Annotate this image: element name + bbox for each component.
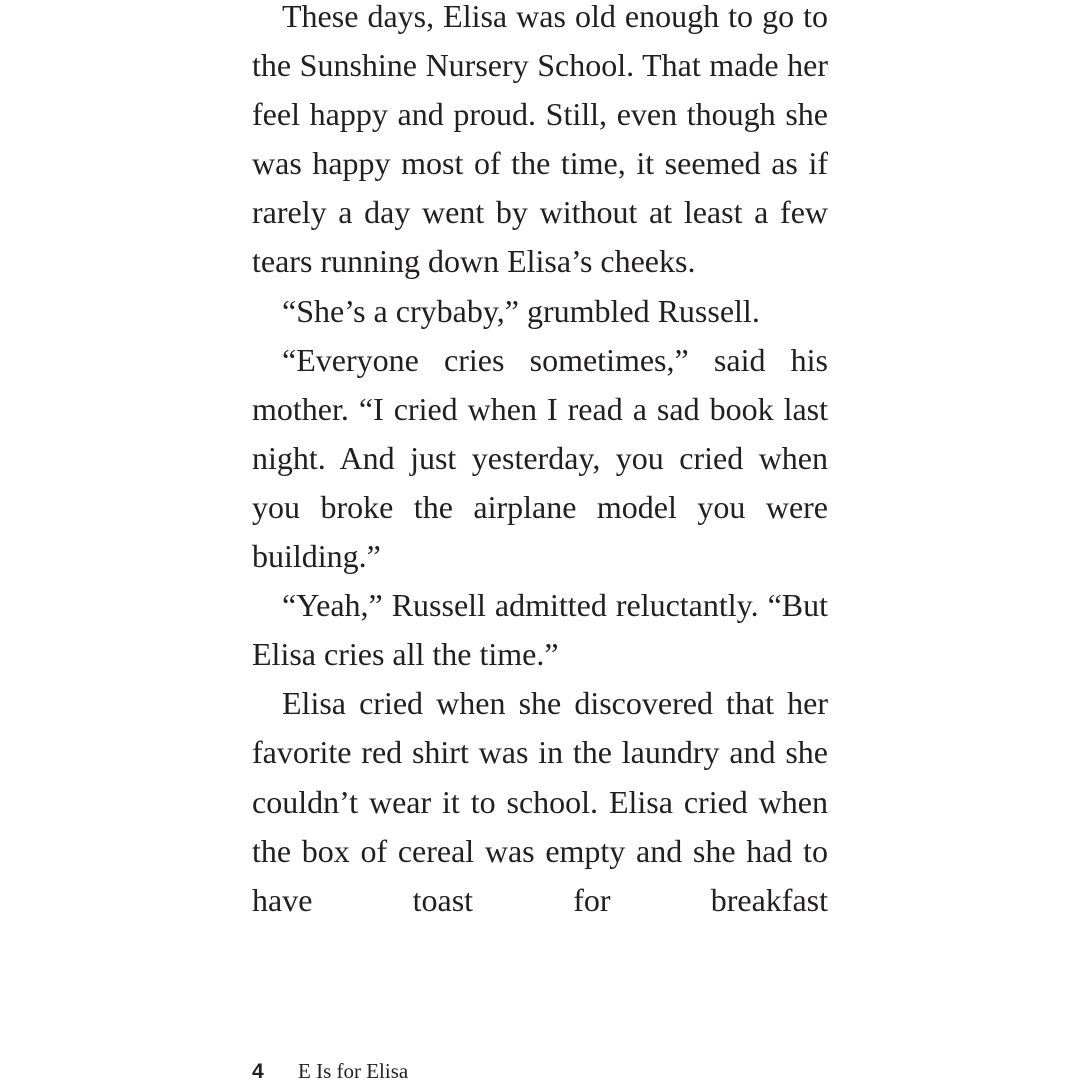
paragraph: “Everyone cries sometimes,” said his mother. “I cried when I read a sad book last night. And just yesterday, you cried when you broke the airplane model you were building.”	[252, 341, 828, 575]
paragraph: Elisa cried when she discovered that her favorite red shirt was in the laundry and she couldn’t wear it to school. Elisa cried when the box of cereal was empty and she had to have toast for breakfast	[252, 685, 828, 918]
paragraph: “She’s a crybaby,” grumbled Russell.	[282, 292, 760, 329]
page-footer	[252, 1058, 408, 1085]
paragraph: These days, Elisa was old enough to go to the Sunshine Nursery School. That made her feel happy and proud. Still, even though she was happy most of the time, it seemed as if rarely a day went by without at least a few tears running down Elisa’s cheeks.	[252, 0, 828, 280]
paragraph: “Yeah,” Russell admitted reluctantly. “But Elisa cries all the time.”	[252, 587, 828, 673]
page-number: 4	[252, 1060, 264, 1083]
body-text	[252, 0, 828, 925]
running-title: E Is for Elisa	[298, 1059, 409, 1083]
